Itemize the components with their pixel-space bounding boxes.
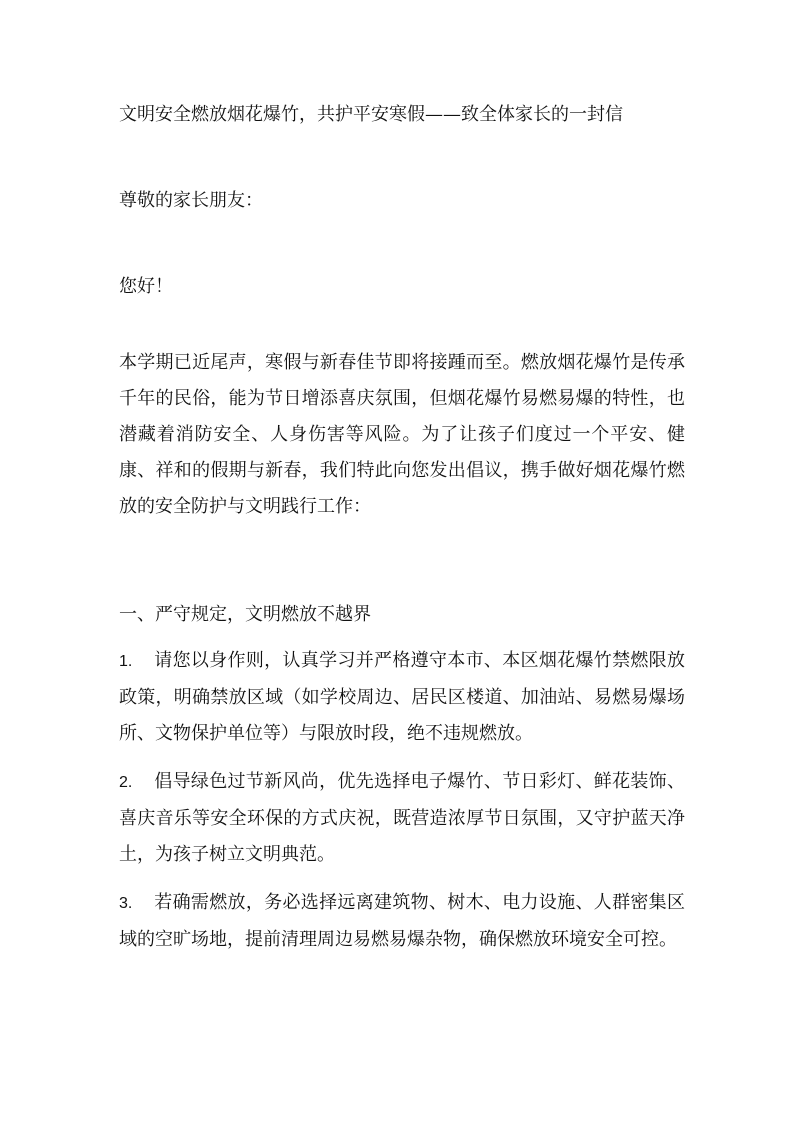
letter-title: 文明安全燃放烟花爆竹，共护平安寒假——致全体家长的一封信 [119, 104, 623, 125]
list-item-number: 1. [119, 653, 133, 670]
salutation: 尊敬的家长朋友： [119, 190, 263, 211]
list-item [119, 764, 685, 873]
list-item [119, 643, 685, 752]
list-item-number: 2. [119, 774, 133, 791]
intro-paragraph: 本学期已近尾声，寒假与新春佳节即将接踵而至。燃放烟花爆竹是传承千年的民俗，能为节日增添喜庆氛围，但烟花爆竹易燃易爆的特性，也潜藏着消防安全、人身伤害等风险。为了让孩子们度过一个平安、健康、祥和的假期与新春，我们特此向您发出倡议，携手做好烟花爆竹燃放的安全防护与文明践行工作： [119, 352, 685, 517]
list-item-number: 3. [119, 895, 133, 912]
list-item-text: 倡导绿色过节新风尚，优先选择电子爆竹、节日彩灯、鲜花装饰、喜庆音乐等安全环保的方式庆祝，既营造浓厚节日氛围，又守护蓝天净土，为孩子树立文明典范。 [119, 771, 685, 865]
list-item-text: 若确需燃放，务必选择远离建筑物、树木、电力设施、人群密集区域的空旷场地，提前清理周边易燃易爆杂物，确保燃放环境安全可控。 [119, 892, 685, 950]
list-item [119, 885, 685, 958]
section-heading: 一、严守规定，文明燃放不越界 [119, 604, 371, 625]
list-item-text: 请您以身作则，认真学习并严格遵守本市、本区烟花爆竹禁燃限放政策，明确禁放区域（如学校周边、居民区楼道、加油站、易燃易爆场所、文物保护单位等）与限放时段，绝不违规燃放。 [119, 650, 685, 744]
greeting: 您好！ [119, 276, 173, 297]
